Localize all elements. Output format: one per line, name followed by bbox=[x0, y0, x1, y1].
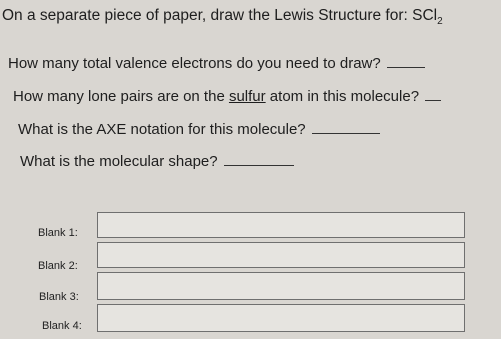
blank-3-input[interactable] bbox=[97, 272, 465, 300]
answer-underline bbox=[387, 66, 425, 68]
blank-label: Blank 2: bbox=[38, 260, 78, 272]
blank-label: Blank 1: bbox=[38, 227, 78, 239]
answer-underline bbox=[312, 132, 380, 134]
question-text: What is the AXE notation for this molecule? bbox=[18, 121, 306, 138]
blank-4-input[interactable] bbox=[97, 304, 465, 332]
blank-1-input[interactable] bbox=[97, 212, 465, 238]
underlined-word: sulfur bbox=[228, 88, 266, 105]
blank-label: Blank 3: bbox=[39, 291, 79, 303]
answer-blanks bbox=[0, 205, 501, 339]
blank-2-input[interactable] bbox=[97, 242, 465, 268]
question-text: What is the molecular shape? bbox=[20, 153, 218, 170]
question-text: How many total valence electrons do you need to draw? bbox=[8, 55, 381, 72]
question-text-start: How many lone pairs are on the bbox=[13, 88, 229, 105]
answer-underline bbox=[425, 99, 441, 101]
question-molecular-shape bbox=[20, 153, 294, 171]
question-lone-pairs bbox=[13, 88, 441, 106]
chlorine-subscript: 2 bbox=[437, 16, 443, 28]
question-axe-notation bbox=[18, 121, 380, 139]
blank-label: Blank 4: bbox=[42, 320, 82, 332]
question-valence-electrons bbox=[8, 55, 425, 73]
prompt-text: On a separate piece of paper, draw the Lewis Structure for: SCl bbox=[2, 7, 438, 24]
answer-underline bbox=[224, 164, 294, 166]
lewis-structure-prompt bbox=[2, 7, 443, 28]
question-text-end: atom in this molecule? bbox=[265, 88, 420, 105]
